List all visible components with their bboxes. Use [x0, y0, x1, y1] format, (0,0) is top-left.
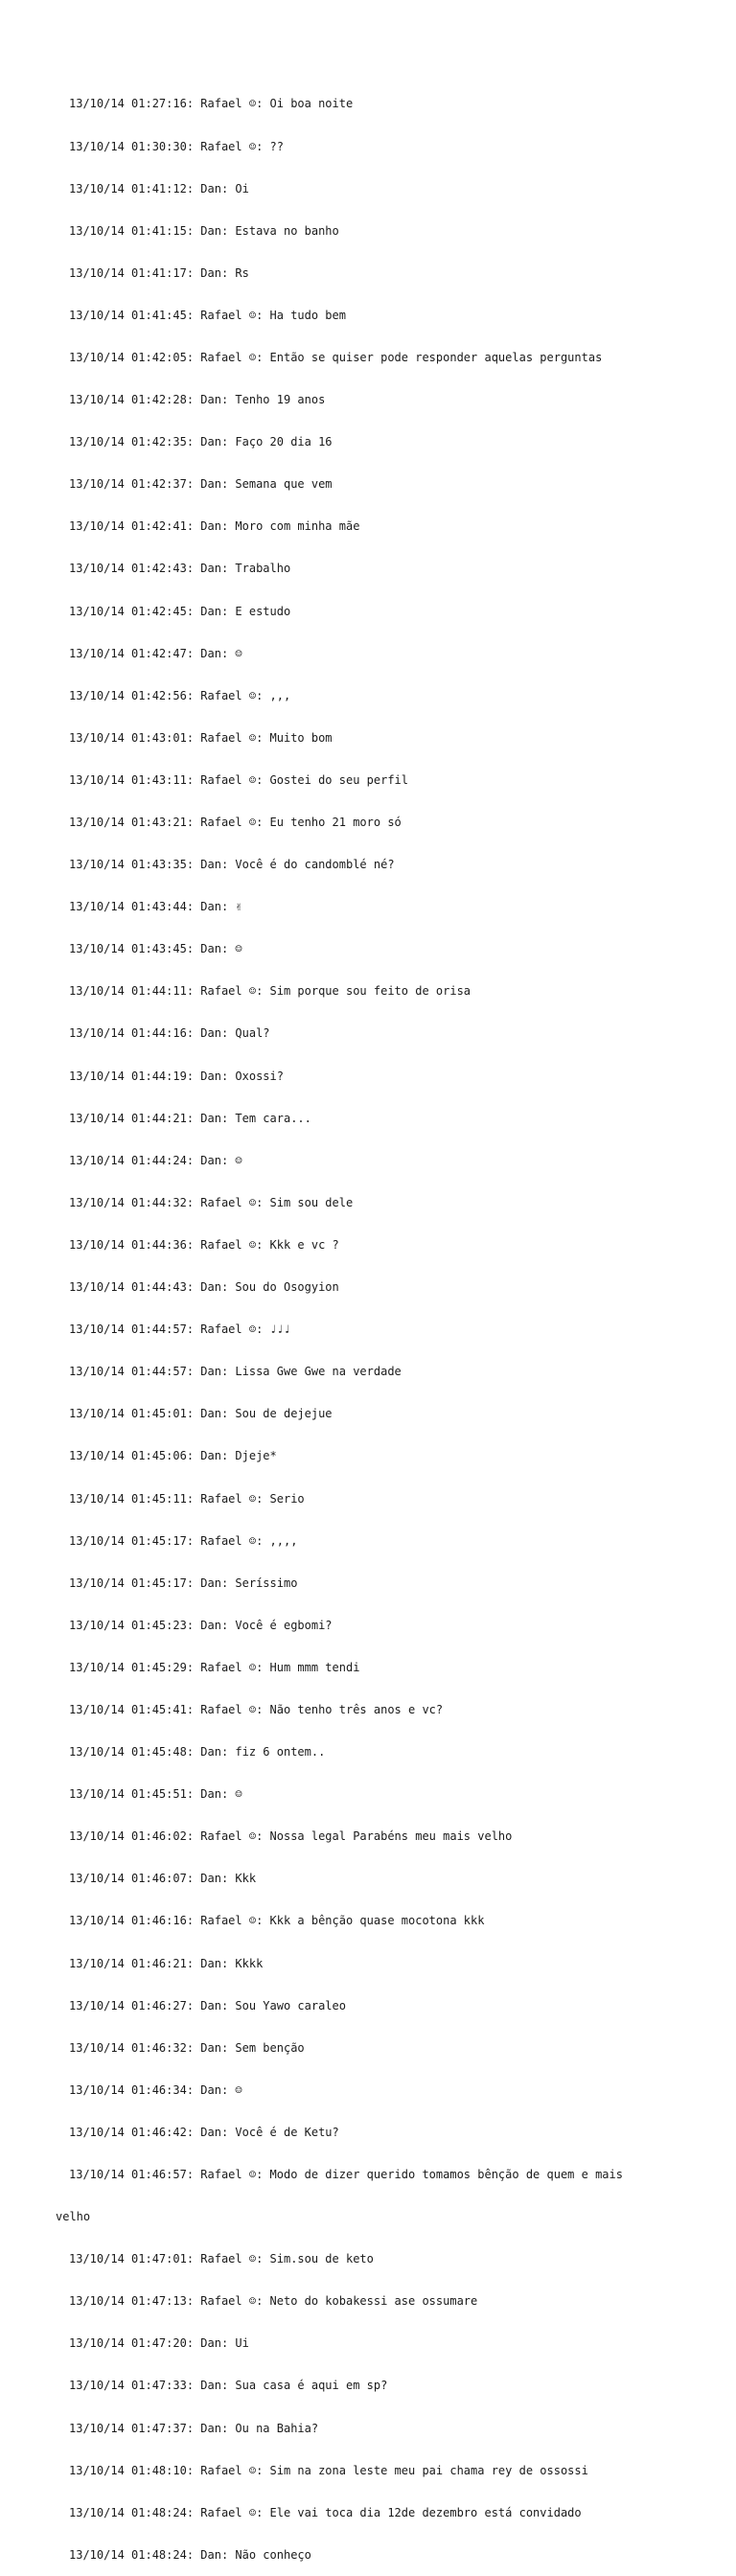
- chat-line: 13/10/14 01:46:21: Dan: Kkkk: [69, 1956, 264, 1970]
- chat-line: 13/10/14 01:44:36: Rafael ☺: Kkk e vc ?: [69, 1237, 339, 1252]
- chat-line: 13/10/14 01:42:47: Dan: ☺: [69, 646, 242, 660]
- chat-line: 13/10/14 01:47:13: Rafael ☺: Neto do kobakessi ase ossumare: [69, 2294, 478, 2309]
- chat-line: 13/10/14 01:42:45: Dan: E estudo: [69, 604, 291, 618]
- chat-line: 13/10/14 01:47:20: Dan: Ui: [69, 2336, 249, 2351]
- chat-line: 13/10/14 01:42:28: Dan: Tenho 19 anos: [69, 393, 326, 407]
- chat-line: 13/10/14 01:46:32: Dan: Sem benção: [69, 2040, 305, 2055]
- chat-line: 13/10/14 01:45:48: Dan: fiz 6 ontem..: [69, 1745, 326, 1760]
- chat-line: 13/10/14 01:44:24: Dan: ☺: [69, 1153, 242, 1167]
- chat-line: 13/10/14 01:45:29: Rafael ☺: Hum mmm tendi: [69, 1660, 360, 1674]
- chat-line-continuation: velho: [56, 2210, 91, 2224]
- chat-line: 13/10/14 01:43:44: Dan: ✌: [69, 900, 242, 914]
- chat-line: 13/10/14 01:44:43: Dan: Sou do Osogyion: [69, 1280, 339, 1295]
- chat-line: 13/10/14 01:41:12: Dan: Oi: [69, 181, 249, 196]
- chat-line: 13/10/14 01:45:23: Dan: Você é egbomi?: [69, 1618, 333, 1632]
- chat-line: 13/10/14 01:47:01: Rafael ☺: Sim.sou de keto: [69, 2252, 374, 2266]
- chat-line: 13/10/14 01:45:41: Rafael ☺: Não tenho três anos e vc?: [69, 1702, 444, 1716]
- chat-line: 13/10/14 01:46:34: Dan: ☺: [69, 2082, 242, 2097]
- chat-line: 13/10/14 01:45:11: Rafael ☺: Serio: [69, 1491, 305, 1506]
- chat-line: 13/10/14 01:42:05: Rafael ☺: Então se quiser pode responder aquelas perguntas: [69, 350, 603, 364]
- chat-line: 13/10/14 01:43:01: Rafael ☺: Muito bom: [69, 730, 333, 745]
- chat-line: 13/10/14 01:44:21: Dan: Tem cara...: [69, 1111, 311, 1125]
- chat-line: 13/10/14 01:47:33: Dan: Sua casa é aqui em sp?: [69, 2379, 388, 2393]
- chat-line: 13/10/14 01:48:24: Rafael ☺: Ele vai toca dia 12de dezembro está convidado: [69, 2505, 582, 2519]
- chat-log: [56, 69, 663, 2576]
- chat-line: 13/10/14 01:46:42: Dan: Você é de Ketu?: [69, 2125, 339, 2139]
- chat-line: 13/10/14 01:47:37: Dan: Ou na Bahia?: [69, 2421, 319, 2435]
- chat-line: 13/10/14 01:45:17: Dan: Seríssimo: [69, 1576, 298, 1590]
- chat-line: 13/10/14 01:44:57: Rafael ☺: ♩♩♩: [69, 1322, 291, 1337]
- chat-line: 13/10/14 01:46:57: Rafael ☺: Modo de dizer querido tomamos bênção de quem e mais: [69, 2168, 623, 2181]
- chat-line: 13/10/14 01:46:02: Rafael ☺: Nossa legal Parabéns meu mais velho: [69, 1829, 513, 1844]
- chat-line: 13/10/14 01:43:45: Dan: ☺: [69, 942, 242, 956]
- chat-line: 13/10/14 01:45:06: Dan: Djeje*: [69, 1449, 277, 1463]
- chat-line: 13/10/14 01:48:24: Dan: Não conheço: [69, 2547, 311, 2562]
- chat-line: 13/10/14 01:27:16: Rafael ☺: Oi boa noite: [69, 97, 354, 111]
- chat-line: 13/10/14 01:44:19: Dan: Oxossi?: [69, 1069, 284, 1083]
- chat-line: 13/10/14 01:41:45: Rafael ☺: Ha tudo bem: [69, 308, 346, 322]
- chat-line: 13/10/14 01:42:37: Dan: Semana que vem: [69, 477, 333, 492]
- chat-line: 13/10/14 01:42:41: Dan: Moro com minha mãe: [69, 519, 360, 534]
- chat-line: 13/10/14 01:41:17: Dan: Rs: [69, 265, 249, 280]
- chat-line: 13/10/14 01:46:16: Rafael ☺: Kkk a bênção quase mocotona kkk: [69, 1914, 485, 1928]
- chat-line: 13/10/14 01:45:51: Dan: ☺: [69, 1787, 242, 1802]
- chat-line: 13/10/14 01:44:16: Dan: Qual?: [69, 1026, 270, 1041]
- chat-line: 13/10/14 01:44:11: Rafael ☺: Sim porque sou feito de orisa: [69, 984, 472, 999]
- chat-line: 13/10/14 01:44:57: Dan: Lissa Gwe Gwe na verdade: [69, 1365, 402, 1379]
- chat-line: 13/10/14 01:41:15: Dan: Estava no banho: [69, 223, 339, 238]
- chat-line: 13/10/14 01:30:30: Rafael ☺: ??: [69, 139, 284, 153]
- chat-line: 13/10/14 01:45:17: Rafael ☺: ,,,,: [69, 1533, 298, 1548]
- chat-line: 13/10/14 01:43:35: Dan: Você é do candomblé né?: [69, 858, 395, 872]
- chat-line: 13/10/14 01:46:07: Dan: Kkk: [69, 1872, 257, 1886]
- chat-line: 13/10/14 01:43:11: Rafael ☺: Gostei do seu perfil: [69, 772, 409, 787]
- chat-line: 13/10/14 01:45:01: Dan: Sou de dejejue: [69, 1407, 333, 1421]
- chat-line: 13/10/14 01:42:43: Dan: Trabalho: [69, 562, 291, 576]
- chat-line: 13/10/14 01:44:32: Rafael ☺: Sim sou dele: [69, 1195, 354, 1209]
- chat-line: 13/10/14 01:42:35: Dan: Faço 20 dia 16: [69, 435, 333, 449]
- chat-line: 13/10/14 01:43:21: Rafael ☺: Eu tenho 21 moro só: [69, 816, 402, 829]
- chat-line: 13/10/14 01:48:10: Rafael ☺: Sim na zona leste meu pai chama rey de ossossi: [69, 2463, 588, 2477]
- chat-line: 13/10/14 01:46:27: Dan: Sou Yawo caraleo: [69, 1998, 346, 2012]
- chat-line: 13/10/14 01:42:56: Rafael ☺: ,,,: [69, 688, 291, 702]
